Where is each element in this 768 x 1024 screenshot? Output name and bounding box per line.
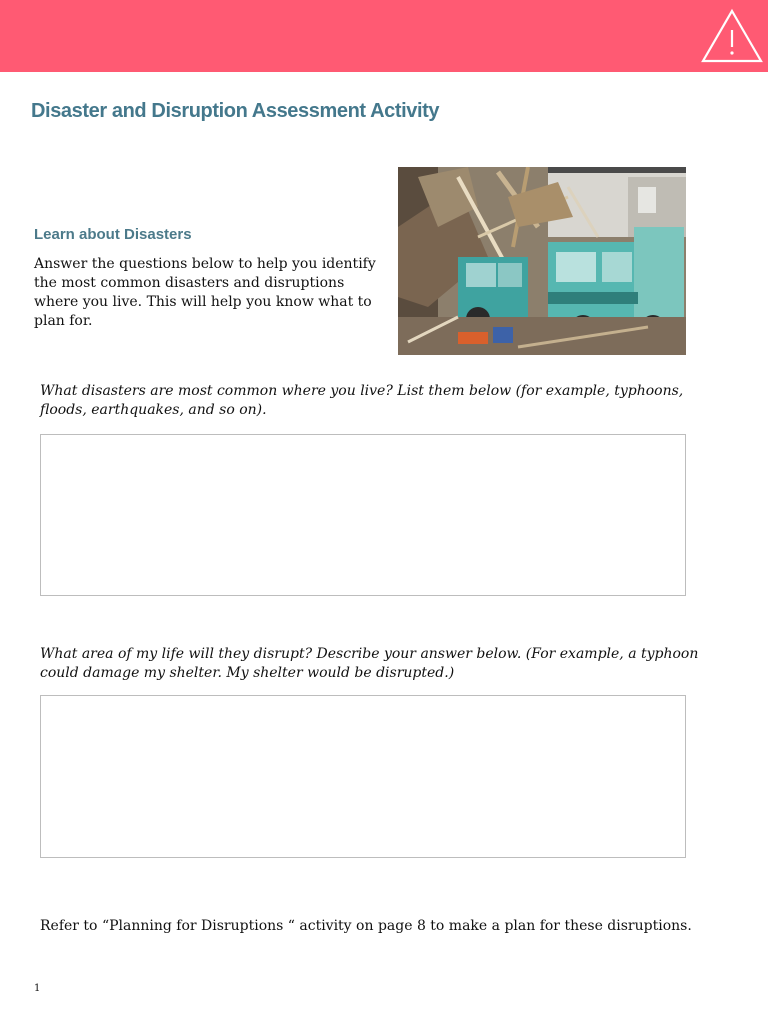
answer-box-1[interactable] — [40, 434, 686, 596]
header-banner — [0, 0, 768, 72]
page-title: Disaster and Disruption Assessment Activity — [31, 100, 440, 122]
disaster-debris-photo — [398, 167, 686, 355]
question-1: What disasters are most common where you live? List them below (for example, typhoons, floods, earthquakes, and so on). — [40, 383, 684, 418]
section-heading: Learn about Disasters — [34, 226, 192, 243]
page-number: 1 — [34, 983, 41, 994]
refer-instruction: Refer to “Planning for Disruptions “ activity on page 8 to make a plan for these disruptions. — [40, 918, 692, 934]
question-2: What area of my life will they disrupt? Describe your answer below. (For example, a typhoon could damage my shelter. My shelter would be disrupted.) — [40, 646, 699, 681]
answer-box-2[interactable] — [40, 695, 686, 858]
intro-paragraph: Answer the questions below to help you identify the most common disasters and disruptions where you live. This will help you know what to plan for. — [34, 256, 376, 329]
warning-triangle-icon — [700, 8, 764, 64]
